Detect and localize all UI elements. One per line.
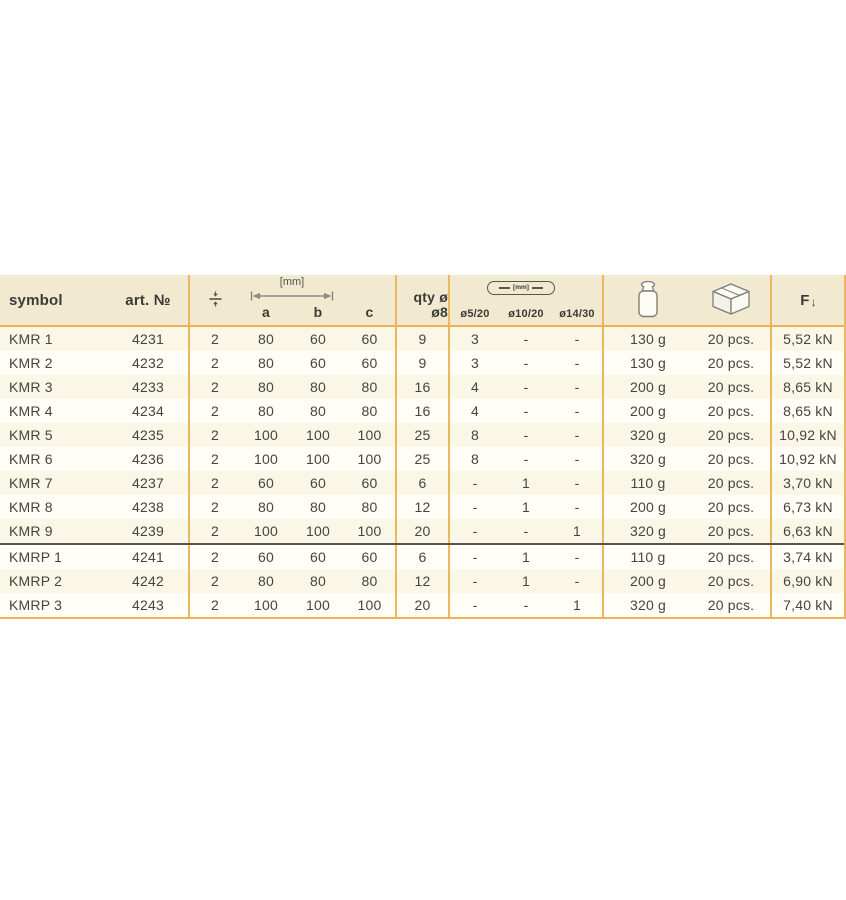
table-cell-o10_20: 1: [522, 475, 530, 491]
table-cell-art_no: 4239: [132, 523, 164, 539]
table-cell-symbol: KMR 9: [9, 523, 53, 539]
table-cell-c: 60: [361, 331, 378, 347]
table-cell-packaging: 20 pcs.: [707, 451, 755, 467]
table-cell-weight: 200 g: [602, 569, 692, 593]
table-cell-weight: 110 g: [602, 471, 692, 495]
table-row: [0, 447, 844, 471]
table-cell-packaging: 20 pcs.: [707, 403, 755, 419]
table-cell-divide: 2: [188, 545, 240, 569]
table-cell-art_no: 4237: [132, 475, 164, 491]
table-cell-force: 6,73 kN: [770, 495, 844, 519]
table-cell-packaging: 20 pcs.: [707, 523, 755, 539]
table-cell-o14_30: -: [574, 403, 580, 419]
table-cell-a: 80: [258, 499, 274, 515]
table-cell-c: 80: [361, 573, 378, 589]
header-qty-label: qty ø: [413, 289, 448, 305]
table-cell-o14_30: -: [574, 499, 580, 515]
table-cell-weight: 320 g: [602, 519, 692, 543]
table-cell-a: 100: [254, 427, 278, 443]
table-cell-c: 80: [361, 499, 378, 515]
table-cell-symbol: KMR 5: [9, 427, 53, 443]
header-col-a: a: [262, 304, 270, 320]
table-cell-qty_o8: 6: [395, 471, 448, 495]
header-art-no: art. №: [125, 291, 171, 309]
table-cell-o14_30: -: [574, 549, 580, 565]
table-cell-packaging: 20 pcs.: [707, 597, 755, 613]
table-cell-art_no: 4243: [132, 597, 164, 613]
table-cell-divide: 2: [188, 593, 240, 617]
table-cell-b: 60: [310, 355, 326, 371]
table-cell-divide: 2: [188, 351, 240, 375]
table-cell-o10_20: 1: [522, 549, 530, 565]
table-cell-o14_30: -: [574, 451, 580, 467]
table-cell-a: 100: [254, 523, 278, 539]
table-cell-packaging: 20 pcs.: [707, 573, 755, 589]
table-cell-packaging: 20 pcs.: [707, 427, 755, 443]
table-cell-b: 80: [310, 379, 326, 395]
table-cell-c: 100: [357, 523, 382, 539]
slot-right-arrow: [532, 287, 543, 289]
table-cell-symbol: KMRP 2: [9, 573, 63, 589]
table-cell-force: 8,65 kN: [770, 375, 844, 399]
table-cell-a: 80: [258, 379, 274, 395]
table-cell-o14_30: 1: [573, 597, 581, 613]
table-cell-o5_20: 4: [448, 399, 500, 423]
table-cell-b: 100: [306, 451, 330, 467]
table-cell-packaging: 20 pcs.: [707, 549, 755, 565]
divide-compress-icon: [208, 291, 223, 310]
table-cell-weight: 200 g: [602, 399, 692, 423]
table-cell-force: 6,90 kN: [770, 569, 844, 593]
header-col-b: b: [313, 304, 323, 320]
table-cell-o10_20: -: [523, 427, 529, 443]
table-cell-qty_o8: 20: [395, 593, 448, 617]
header-symbol: symbol: [9, 291, 63, 309]
table-cell-a: 80: [258, 355, 274, 371]
table-cell-o5_20: -: [448, 495, 500, 519]
table-cell-packaging: 20 pcs.: [707, 331, 755, 347]
table-row: [0, 519, 844, 545]
table-cell-a: 60: [258, 475, 274, 491]
header-divide-column: [188, 275, 240, 325]
table-cell-force: 3,74 kN: [770, 545, 844, 569]
table-cell-art_no: 4242: [132, 573, 164, 589]
table-cell-divide: 2: [188, 447, 240, 471]
table-cell-o14_30: 1: [573, 523, 581, 539]
table-cell-packaging: 20 pcs.: [707, 499, 755, 515]
table-cell-packaging: 20 pcs.: [707, 379, 755, 395]
table-cell-b: 60: [310, 475, 326, 491]
table-cell-c: 60: [361, 355, 378, 371]
table-cell-qty_o8: 12: [395, 495, 448, 519]
table-cell-a: 60: [258, 549, 274, 565]
table-cell-o14_30: -: [574, 427, 580, 443]
table-cell-weight: 110 g: [602, 545, 692, 569]
table-cell-art_no: 4232: [132, 355, 164, 371]
table-cell-divide: 2: [188, 423, 240, 447]
table-cell-a: 80: [258, 331, 274, 347]
table-row: [0, 569, 844, 593]
table-cell-c: 80: [361, 403, 378, 419]
table-cell-symbol: KMRP 3: [9, 597, 63, 613]
header-dia-10-20: ø10/20: [508, 308, 544, 320]
table-cell-force: 8,65 kN: [770, 399, 844, 423]
package-box-icon: [708, 282, 754, 319]
slot-left-arrow: [499, 287, 510, 289]
table-cell-art_no: 4236: [132, 451, 164, 467]
header-dia-5-20: ø5/20: [448, 275, 500, 325]
table-cell-force: 10,92 kN: [770, 447, 844, 471]
table-cell-divide: 2: [188, 569, 240, 593]
table-cell-a: 80: [258, 573, 274, 589]
table-cell-art_no: 4235: [132, 427, 164, 443]
table-cell-weight: 200 g: [602, 375, 692, 399]
table-cell-o5_20: 4: [448, 375, 500, 399]
table-cell-divide: 2: [188, 327, 240, 351]
table-cell-symbol: KMR 4: [9, 403, 53, 419]
table-cell-b: 100: [306, 427, 330, 443]
force-label: F: [800, 291, 810, 309]
table-cell-force: 6,63 kN: [770, 519, 844, 543]
table-cell-divide: 2: [188, 375, 240, 399]
table-cell-o14_30: -: [574, 475, 580, 491]
table-cell-c: 100: [357, 451, 382, 467]
table-cell-a: 100: [254, 451, 278, 467]
header-force-column: [770, 275, 844, 325]
table-cell-o10_20: -: [523, 597, 529, 613]
table-cell-b: 100: [306, 523, 330, 539]
table-cell-o5_20: 3: [448, 351, 500, 375]
table-cell-qty_o8: 16: [395, 399, 448, 423]
header-dia-14-30: ø14/30: [559, 308, 595, 320]
table-cell-o14_30: -: [574, 573, 580, 589]
table-cell-symbol: KMR 1: [9, 331, 53, 347]
table-cell-a: 80: [258, 403, 274, 419]
table-cell-o5_20: 8: [448, 447, 500, 471]
table-cell-force: 10,92 kN: [770, 423, 844, 447]
table-cell-weight: 320 g: [602, 447, 692, 471]
table-cell-symbol: KMR 3: [9, 379, 53, 395]
table-cell-symbol: KMR 8: [9, 499, 53, 515]
table-cell-art_no: 4241: [132, 549, 164, 565]
header-qty-diameter: ø8: [431, 304, 448, 320]
table-cell-b: 80: [310, 573, 326, 589]
table-cell-force: 5,52 kN: [770, 351, 844, 375]
table-cell-b: 60: [310, 549, 326, 565]
table-cell-o10_20: -: [523, 355, 529, 371]
table-cell-force: 7,40 kN: [770, 593, 844, 617]
table-cell-a: 100: [254, 597, 278, 613]
table-cell-divide: 2: [188, 471, 240, 495]
table-cell-c: 60: [361, 549, 378, 565]
table-cell-c: 100: [357, 427, 382, 443]
table-cell-art_no: 4233: [132, 379, 164, 395]
table-cell-weight: 130 g: [602, 327, 692, 351]
table-cell-qty_o8: 6: [395, 545, 448, 569]
table-cell-packaging: 20 pcs.: [707, 355, 755, 371]
table-row: [0, 327, 844, 351]
table-cell-o14_30: -: [574, 355, 580, 371]
table-cell-o10_20: -: [523, 403, 529, 419]
table-cell-c: 80: [361, 379, 378, 395]
header-weight-column: [602, 275, 692, 325]
table-row: [0, 471, 844, 495]
table-row: [0, 399, 844, 423]
table-cell-o14_30: -: [574, 379, 580, 395]
table-cell-qty_o8: 25: [395, 423, 448, 447]
table-cell-o5_20: 3: [448, 327, 500, 351]
table-cell-o10_20: -: [523, 331, 529, 347]
table-cell-o14_30: -: [574, 331, 580, 347]
table-row: [0, 545, 844, 569]
table-cell-qty_o8: 16: [395, 375, 448, 399]
table-cell-art_no: 4238: [132, 499, 164, 515]
table-cell-b: 100: [306, 597, 330, 613]
product-spec-table: [0, 275, 846, 619]
table-cell-b: 60: [310, 331, 326, 347]
down-arrow-icon: ↓: [810, 295, 817, 309]
table-cell-b: 80: [310, 403, 326, 419]
table-cell-weight: 130 g: [602, 351, 692, 375]
table-cell-qty_o8: 9: [395, 351, 448, 375]
table-cell-weight: 200 g: [602, 495, 692, 519]
table-cell-c: 60: [361, 475, 378, 491]
table-row: [0, 593, 844, 617]
table-cell-divide: 2: [188, 495, 240, 519]
table-cell-art_no: 4234: [132, 403, 164, 419]
table-cell-o5_20: -: [448, 569, 500, 593]
table-cell-qty_o8: 25: [395, 447, 448, 471]
table-cell-force: 3,70 kN: [770, 471, 844, 495]
table-cell-art_no: 4231: [132, 331, 164, 347]
mm-dimension-annotation: [240, 277, 344, 306]
table-cell-symbol: KMR 2: [9, 355, 53, 371]
header-packaging-column: [692, 275, 770, 325]
table-row: [0, 375, 844, 399]
table-cell-o10_20: -: [523, 379, 529, 395]
table-cell-o10_20: -: [523, 523, 529, 539]
table-cell-divide: 2: [188, 399, 240, 423]
slotted-hole-icon: [487, 281, 555, 295]
table-cell-o5_20: -: [448, 545, 500, 569]
table-cell-o5_20: 8: [448, 423, 500, 447]
table-cell-weight: 320 g: [602, 593, 692, 617]
table-cell-symbol: KMR 7: [9, 475, 53, 491]
table-cell-o5_20: -: [448, 519, 500, 543]
table-cell-qty_o8: 12: [395, 569, 448, 593]
table-cell-o10_20: 1: [522, 573, 530, 589]
table-row: [0, 351, 844, 375]
table-cell-b: 80: [310, 499, 326, 515]
table-cell-packaging: 20 pcs.: [707, 475, 755, 491]
table-cell-symbol: KMRP 1: [9, 549, 63, 565]
table-cell-qty_o8: 9: [395, 327, 448, 351]
table-header-row: [0, 275, 844, 327]
table-cell-divide: 2: [188, 519, 240, 543]
dimension-arrow-icon: [250, 291, 334, 301]
header-col-c: c: [365, 304, 374, 320]
table-cell-symbol: KMR 6: [9, 451, 53, 467]
weight-icon: [635, 280, 661, 321]
table-row: [0, 495, 844, 519]
header-qty: [395, 275, 448, 325]
table-cell-qty_o8: 20: [395, 519, 448, 543]
mm-dimension-label: [mm]: [279, 276, 305, 288]
table-cell-c: 100: [357, 597, 382, 613]
table-row: [0, 423, 844, 447]
table-cell-o5_20: -: [448, 593, 500, 617]
table-cell-o10_20: -: [523, 451, 529, 467]
table-cell-force: 5,52 kN: [770, 327, 844, 351]
table-cell-weight: 320 g: [602, 423, 692, 447]
table-cell-o10_20: 1: [522, 499, 530, 515]
table-cell-o5_20: -: [448, 471, 500, 495]
slot-mm-label: [mm]: [513, 284, 529, 291]
table-body: [0, 327, 844, 617]
